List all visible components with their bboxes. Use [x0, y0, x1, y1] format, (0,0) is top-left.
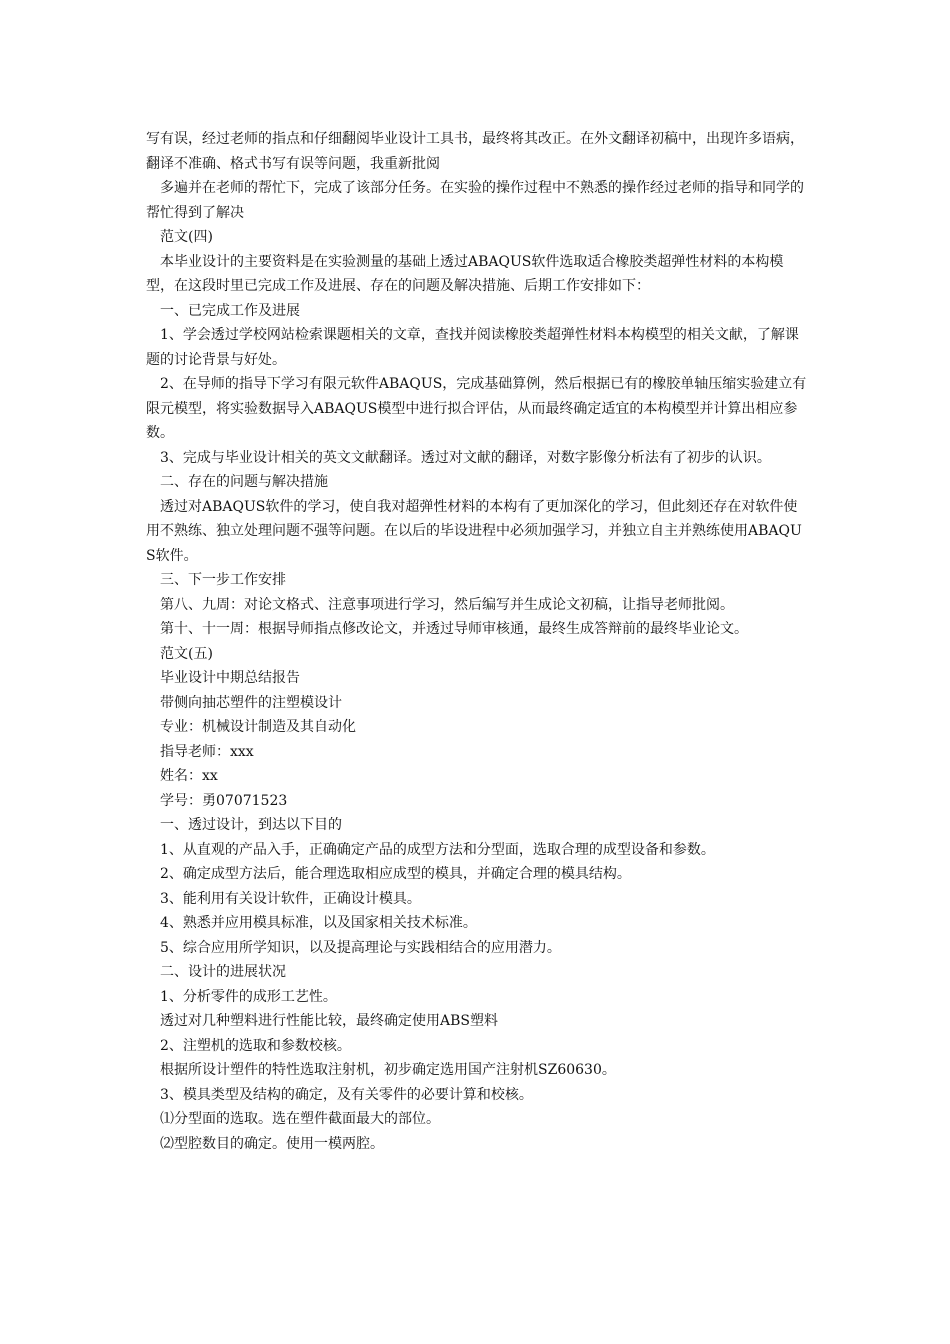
paragraph: 1、学会透过学校网站检索课题相关的文章，查找并阅读橡胶类超弹性材料本构模型的相关文献，了解课题的讨论背景与好处。 [146, 327, 799, 368]
paragraph: 3、模具类型及结构的确定，及有关零件的必要计算和校核。 [160, 1086, 533, 1103]
paragraph: 二、存在的问题与解决措施 [160, 474, 328, 490]
paragraph: 范文(五) [160, 645, 213, 662]
paragraph: 根据所设计塑件的特性选取注射机，初步确定选用国产注射机SZ60630。 [160, 1062, 616, 1078]
paragraph: 一、透过设计，到达以下目的 [160, 817, 342, 833]
paragraph: 专业：机械设计制造及其自动化 [160, 719, 356, 735]
paragraph: 指导老师：xxx [160, 743, 254, 760]
paragraph: 透过对ABAQUS软件的学习，使自我对超弹性材料的本构有了更加深化的学习，但此刻还存在对软件使用不熟练、独立处理问题不强等问题。在以后的毕设进程中必须加强学习，并独立自主并熟练使用ABAQUS软件。 [146, 498, 802, 564]
paragraph: 2、确定成型方法后，能合理选取相应成型的模具，并确定合理的模具结构。 [160, 866, 631, 882]
paragraph: 3、能利用有关设计软件，正确设计模具。 [160, 890, 421, 907]
paragraph: 范文(四) [160, 229, 213, 245]
paragraph: 写有误，经过老师的指点和仔细翻阅毕业设计工具书，最终将其改正。在外文翻译初稿中，出现许多语病，翻译不准确、格式书写有误等问题，我重新批阅 [146, 131, 804, 172]
paragraph: ⑴分型面的选取。选在塑件截面最大的部位。 [160, 1111, 440, 1127]
paragraph: 2、在导师的指导下学习有限元软件ABAQUS，完成基础算例，然后根据已有的橡胶单轴压缩实验建立有限元模型，将实验数据导入ABAQUS模型中进行拟合评估，从而最终确定适宜的本构模型并计算出相应参数。 [146, 376, 807, 441]
paragraph: 本毕业设计的主要资料是在实验测量的基础上透过ABAQUS软件选取适合橡胶类超弹性材料的本构模型，在这段时里已完成工作及进展、存在的问题及解决措施、后期工作安排如下： [146, 253, 784, 294]
paragraph: 2、注塑机的选取和参数校核。 [160, 1037, 351, 1054]
paragraph: 多遍并在老师的帮忙下，完成了该部分任务。在实验的操作过程中不熟悉的操作经过老师的指导和同学的帮忙得到了解决 [146, 180, 804, 221]
paragraph: 学号：勇07071523 [160, 792, 288, 809]
paragraph: 三、下一步工作安排 [160, 572, 286, 588]
paragraph: 4、熟悉并应用模具标准，以及国家相关技术标准。 [160, 915, 477, 931]
paragraph: 第八、九周：对论文格式、注意事项进行学习，然后编写并生成论文初稿，让指导老师批阅。 [160, 596, 734, 613]
paragraph: 1、从直观的产品入手，正确确定产品的成型方法和分型面，选取合理的成型设备和参数。 [160, 841, 715, 858]
paragraph: 5、综合应用所学知识，以及提高理论与实践相结合的应用潜力。 [160, 939, 561, 956]
paragraph: 姓名：xx [160, 768, 218, 784]
paragraph: 带侧向抽芯塑件的注塑模设计 [160, 694, 342, 711]
document-body [146, 127, 808, 1156]
paragraph: 第十、十一周：根据导师指点修改论文，并透过导师审核通，最终生成答辩前的最终毕业论文。 [160, 621, 748, 637]
paragraph: 3、完成与毕业设计相关的英文文献翻译。透过对文献的翻译，对数字影像分析法有了初步的认识。 [160, 449, 771, 466]
paragraph: 毕业设计中期总结报告 [160, 670, 300, 686]
paragraph: 一、已完成工作及进展 [160, 302, 300, 319]
paragraph: ⑵型腔数目的确定。使用一模两腔。 [160, 1135, 384, 1152]
paragraph: 1、分析零件的成形工艺性。 [160, 988, 337, 1005]
paragraph: 二、设计的进展状况 [160, 964, 286, 980]
paragraph: 透过对几种塑料进行性能比较，最终确定使用ABS塑料 [160, 1013, 498, 1029]
